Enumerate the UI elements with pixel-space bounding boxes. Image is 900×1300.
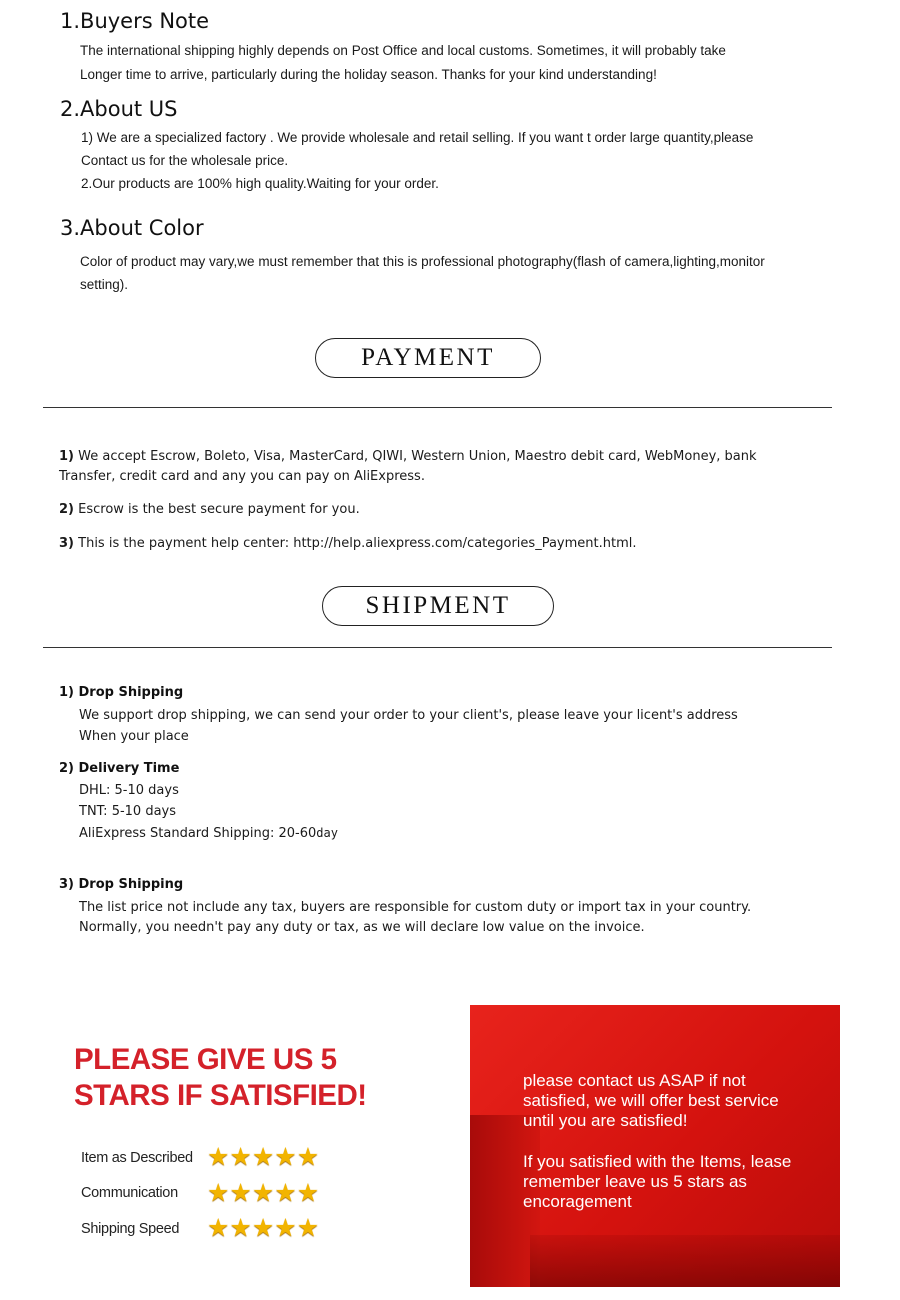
rating-label-item-as-described: Item as Described bbox=[81, 1150, 193, 1166]
star-icon: ★ bbox=[251, 1213, 275, 1242]
box-text-line-6: encoragement bbox=[523, 1192, 632, 1211]
shipment-title: SHIPMENT bbox=[322, 586, 554, 626]
payment-item-3-text: This is the payment help center: http://help.aliexpress.com/categories_Payment.html. bbox=[78, 536, 637, 551]
star-icon: ★ bbox=[207, 1213, 230, 1242]
drop-shipping-heading: 1) Drop Shipping bbox=[59, 685, 184, 700]
star-icon: ★ bbox=[207, 1178, 230, 1207]
delivery-dhl: DHL: 5-10 days bbox=[79, 783, 179, 798]
about-color-line-2: setting). bbox=[80, 277, 129, 292]
star-icon: ★ bbox=[251, 1142, 275, 1171]
tax-heading: 3) Drop Shipping bbox=[59, 877, 184, 892]
star-icon: ★ bbox=[229, 1178, 252, 1207]
star-icon: ★ bbox=[296, 1213, 320, 1242]
payment-item-2-number: 2) bbox=[59, 502, 74, 517]
star-icon: ★ bbox=[207, 1142, 230, 1171]
payment-item-2-text: Escrow is the best secure payment for you. bbox=[78, 502, 360, 517]
delivery-tnt: TNT: 5-10 days bbox=[79, 804, 177, 819]
star-icon: ★ bbox=[251, 1178, 275, 1207]
tax-line-1: The list price not include any tax, buyers are responsible for custom duty or import tax in your country. bbox=[79, 900, 752, 915]
rating-stars-shipping-speed bbox=[207, 1215, 319, 1240]
star-icon: ★ bbox=[274, 1142, 297, 1171]
payment-item-1-line-1: We accept Escrow, Boleto, Visa, MasterCard, QIWI, Western Union, Maestro debit card, WebMoney, bank bbox=[78, 449, 757, 464]
star-icon: ★ bbox=[274, 1213, 297, 1242]
rating-stars-item-as-described bbox=[207, 1144, 319, 1169]
tax-line-2: Normally, you needn't pay any duty or tax, as we will declare low value on the invoice. bbox=[79, 920, 645, 935]
payment-title: PAYMENT bbox=[315, 338, 541, 378]
rating-label-shipping-speed: Shipping Speed bbox=[81, 1221, 180, 1237]
red-box-shadow bbox=[530, 1235, 840, 1287]
red-box-image bbox=[470, 1005, 840, 1287]
star-icon: ★ bbox=[229, 1142, 252, 1171]
payment-item-2 bbox=[59, 500, 360, 520]
box-text-line-1: please contact us ASAP if not bbox=[523, 1071, 746, 1090]
drop-shipping-line-1: We support drop shipping, we can send your order to your client's, please leave your licent's address bbox=[79, 708, 738, 723]
about-us-line-3: 2.Our products are 100% high quality.Waiting for your order. bbox=[81, 176, 439, 191]
star-icon: ★ bbox=[274, 1178, 297, 1207]
star-icon: ★ bbox=[296, 1178, 320, 1207]
delivery-aliexpress-unit: day bbox=[316, 826, 338, 840]
payment-divider bbox=[43, 407, 832, 408]
buyers-note-line-1: The international shipping highly depends on Post Office and local customs. Sometimes, it will probably take bbox=[80, 43, 726, 58]
shipment-divider bbox=[43, 647, 832, 648]
buyers-note-heading: 1.Buyers Note bbox=[60, 9, 210, 33]
star-icon: ★ bbox=[229, 1213, 252, 1242]
payment-item-1 bbox=[59, 447, 757, 467]
delivery-aliexpress-label: AliExpress Standard Shipping: 20-60 bbox=[79, 826, 317, 841]
delivery-time-heading: 2) Delivery Time bbox=[59, 761, 180, 776]
banner-headline-1: PLEASE GIVE US 5 bbox=[74, 1043, 337, 1076]
box-text-line-2: satisfied, we will offer best service bbox=[523, 1091, 779, 1110]
box-text-line-4: If you satisfied with the Items, lease bbox=[523, 1152, 792, 1171]
box-text-line-5: remember leave us 5 stars as bbox=[523, 1172, 747, 1191]
about-us-heading: 2.About US bbox=[60, 97, 178, 121]
drop-shipping-line-2: When your place bbox=[79, 729, 189, 744]
star-icon: ★ bbox=[296, 1142, 320, 1171]
five-star-banner bbox=[60, 1005, 840, 1287]
payment-item-3 bbox=[59, 534, 636, 554]
buyers-note-line-2: Longer time to arrive, particularly during the holiday season. Thanks for your kind understanding! bbox=[80, 67, 657, 82]
about-color-heading: 3.About Color bbox=[60, 216, 204, 240]
payment-item-1-line-2: Transfer, credit card and any you can pay on AliExpress. bbox=[59, 469, 425, 484]
about-us-line-2: Contact us for the wholesale price. bbox=[81, 153, 289, 168]
rating-stars-communication bbox=[207, 1180, 319, 1205]
payment-item-1-number: 1) bbox=[59, 449, 74, 464]
banner-headline-2: STARS IF SATISFIED! bbox=[74, 1079, 367, 1112]
rating-label-communication: Communication bbox=[81, 1185, 178, 1201]
box-text-line-3: until you are satisfied! bbox=[523, 1111, 688, 1130]
about-color-line-1: Color of product may vary,we must remember that this is professional photography(flash of camera,lighting,monitor bbox=[80, 254, 765, 269]
about-us-line-1: 1) We are a specialized factory . We provide wholesale and retail selling. If you want t order large quantity,please bbox=[81, 130, 754, 145]
delivery-aliexpress bbox=[79, 823, 338, 844]
payment-item-3-number: 3) bbox=[59, 536, 74, 551]
